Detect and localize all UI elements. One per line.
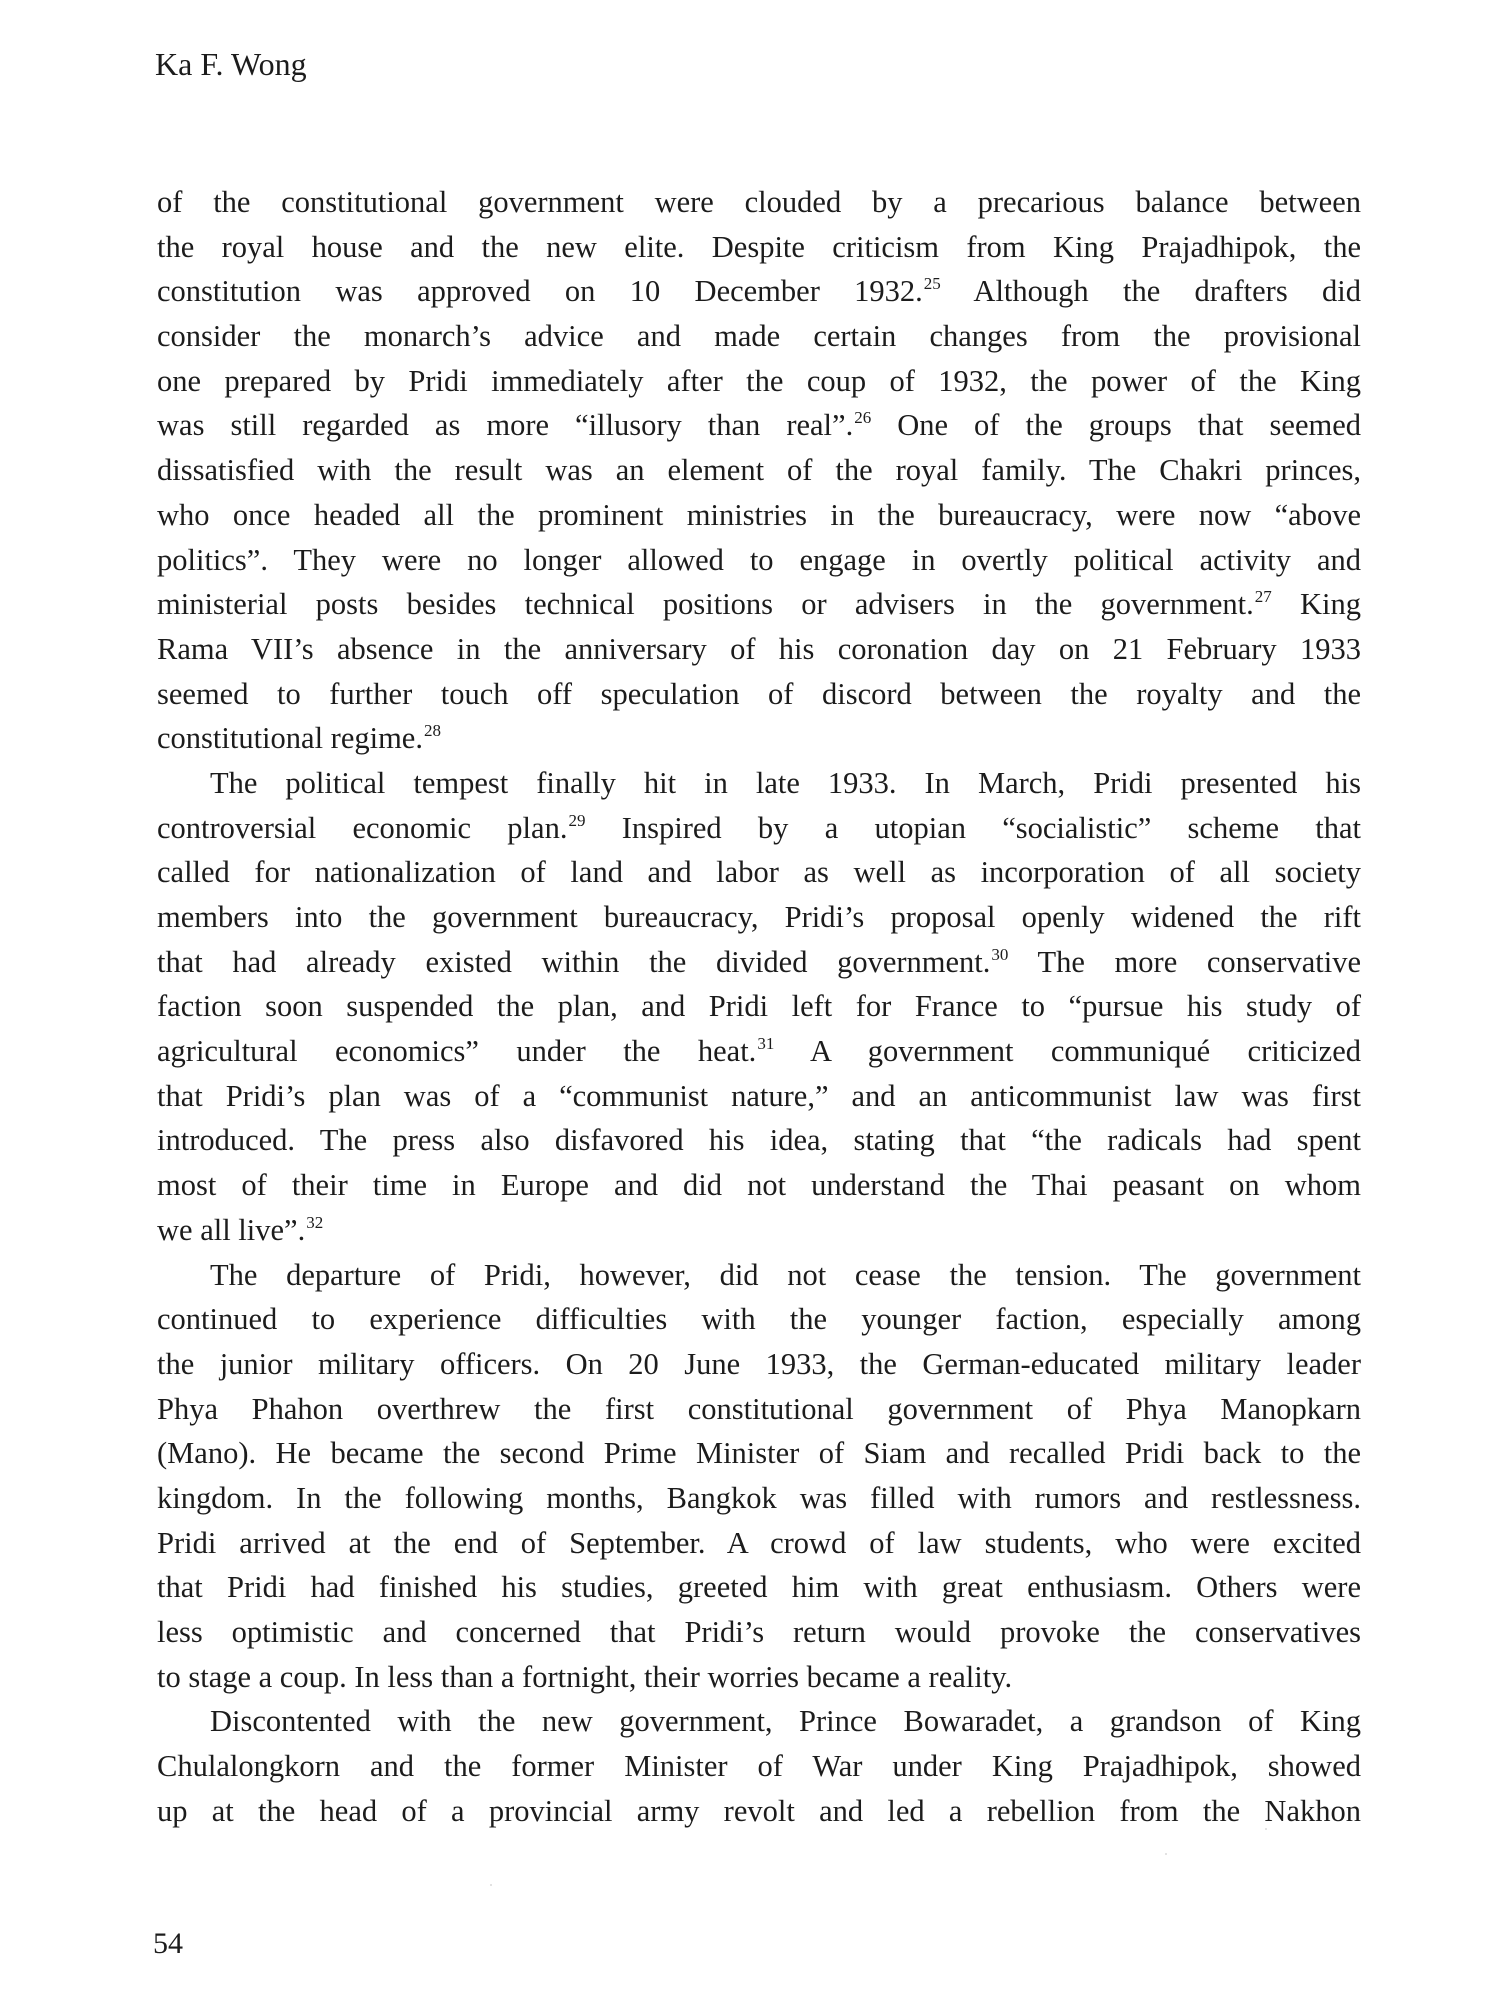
text-line [157,269,1361,314]
text-line [157,806,1361,851]
text-run: that Pridi’s plan was of a “communist nature,” and an anticommunist law was first [157,1078,1361,1113]
text-line [157,1208,1361,1253]
text-run: the junior military officers. On 20 June 1933, the German-educated military leader [157,1346,1361,1381]
text-line [157,1387,1361,1432]
text-run: who once headed all the prominent ministries in the bureaucracy, were now “above [157,497,1361,532]
text-run: faction soon suspended the plan, and Pridi left for France to “pursue his study of [157,989,1361,1024]
text-run: Phya Phahon overthrew the first constitutional government of Phya Manopkarn [157,1391,1361,1426]
paragraph [157,1253,1361,1700]
text-line [157,1476,1361,1521]
text-line [157,493,1361,538]
text-run: was still regarded as more “illusory than real”. [157,408,854,443]
text-run: continued to experience difficulties with the younger faction, especially among [157,1302,1361,1337]
text-line [157,1342,1361,1387]
text-run: A government communiqué criticized [774,1034,1361,1069]
text-run: Inspired by a utopian “socialistic” scheme that [585,810,1362,845]
text-line [157,716,1361,761]
footnote-reference[interactable]: 27 [1254,587,1272,607]
text-run: King [1271,587,1361,622]
text-run: constitution was approved on 10 December 1932. [157,274,923,309]
text-run: that had already existed within the divided government. [157,944,991,979]
text-line [157,1118,1361,1163]
text-line [157,180,1361,225]
text-run: called for nationalization of land and labor as well as incorporation of all society [157,855,1361,890]
text-line [157,582,1361,627]
footnote-reference[interactable]: 29 [568,810,586,830]
text-run: members into the government bureaucracy, Pridi’s proposal openly widened the rift [157,900,1361,934]
text-line [157,403,1361,448]
scan-speck [1265,1828,1267,1830]
text-run: introduced. The press also disfavored his idea, stating that “the radicals had spent [157,1123,1361,1158]
text-run: controversial economic plan. [157,810,568,845]
text-run: the royal house and the new elite. Despite criticism from King Prajadhipok, the [157,229,1361,264]
text-line [157,1163,1361,1208]
text-run: The political tempest finally hit in late 1933. In March, Pridi presented his [210,765,1361,800]
text-line [157,672,1361,717]
text-line [157,1655,1361,1700]
text-run: that Pridi had finished his studies, greeted him with great enthusiasm. Others were [157,1570,1361,1605]
text-run: Chulalongkorn and the former Minister of War under King Prajadhipok, showed [157,1749,1361,1784]
text-line [157,895,1361,940]
running-head-author: Ka F. Wong [155,46,307,82]
text-line [157,984,1361,1029]
scan-speck [490,1884,492,1886]
footnote-reference[interactable]: 31 [757,1034,775,1054]
text-line [157,1744,1361,1789]
text-line [157,225,1361,270]
text-run: up at the head of a provincial army revolt and led a rebellion from the Nakhon [157,1793,1361,1828]
paragraph [157,1699,1361,1833]
text-run: one prepared by Pridi immediately after the coup of 1932, the power of the King [157,363,1361,398]
footnote-reference[interactable]: 32 [306,1212,324,1232]
footnote-reference[interactable]: 26 [854,408,872,428]
footnote-reference[interactable]: 28 [423,721,441,741]
text-run: The departure of Pridi, however, did not cease the tension. The government [210,1257,1361,1292]
text-line [157,1074,1361,1119]
text-run: (Mano). He became the second Prime Minister of Siam and recalled Pridi back to the [157,1436,1361,1471]
text-line [157,538,1361,583]
text-line [157,761,1361,806]
text-run: Pridi arrived at the end of September. A crowd of law students, who were excited [157,1525,1361,1560]
text-line [157,1253,1361,1298]
text-run: Discontented with the new government, Prince Bowaradet, a grandson of King [210,1704,1361,1739]
text-line [157,1610,1361,1655]
text-run: seemed to further touch off speculation of discord between the royalty and the [157,676,1361,711]
text-line [157,448,1361,493]
text-run: constitutional regime. [157,721,423,756]
footnote-reference[interactable]: 30 [991,944,1009,964]
text-line [157,627,1361,672]
text-run: Rama VII’s absence in the anniversary of his coronation day on 21 February 1933 [157,631,1361,666]
paragraph [157,761,1361,1253]
text-run: politics”. They were no longer allowed to engage in overtly political activity and [157,542,1361,577]
page-number: 54 [153,1927,183,1960]
footnote-reference[interactable]: 25 [923,274,941,294]
text-line [157,1297,1361,1342]
text-run: ministerial posts besides technical positions or advisers in the government. [157,587,1254,622]
text-run: kingdom. In the following months, Bangkok was filled with rumors and restlessness. [157,1480,1361,1515]
text-line [157,359,1361,404]
text-run: agricultural economics” under the heat. [157,1034,757,1069]
paragraph [157,180,1361,761]
scan-speck [1165,1853,1167,1855]
text-run: One of the groups that seemed [871,408,1362,443]
text-run: we all live”. [157,1212,306,1247]
text-line [157,1565,1361,1610]
text-run: less optimistic and concerned that Pridi’s return would provoke the conservatives [157,1615,1361,1649]
text-line [157,1521,1361,1566]
text-line [157,1029,1361,1074]
text-line [157,1431,1361,1476]
text-run: Although the drafters did [940,274,1361,309]
text-run: consider the monarch’s advice and made certain changes from the provisional [157,319,1361,354]
text-line [157,1699,1361,1744]
text-line [157,850,1361,895]
text-line [157,940,1361,985]
text-run: most of their time in Europe and did not understand the Thai peasant on whom [157,1168,1361,1203]
text-run: The more conservative [1008,944,1361,979]
body-text [157,180,1361,1833]
text-line [157,1789,1361,1834]
text-run: dissatisfied with the result was an element of the royal family. The Chakri princes, [157,453,1361,488]
text-run: of the constitutional government were clouded by a precarious balance between [157,185,1361,219]
text-line [157,314,1361,359]
text-run: to stage a coup. In less than a fortnight, their worries became a reality. [157,1659,1013,1694]
